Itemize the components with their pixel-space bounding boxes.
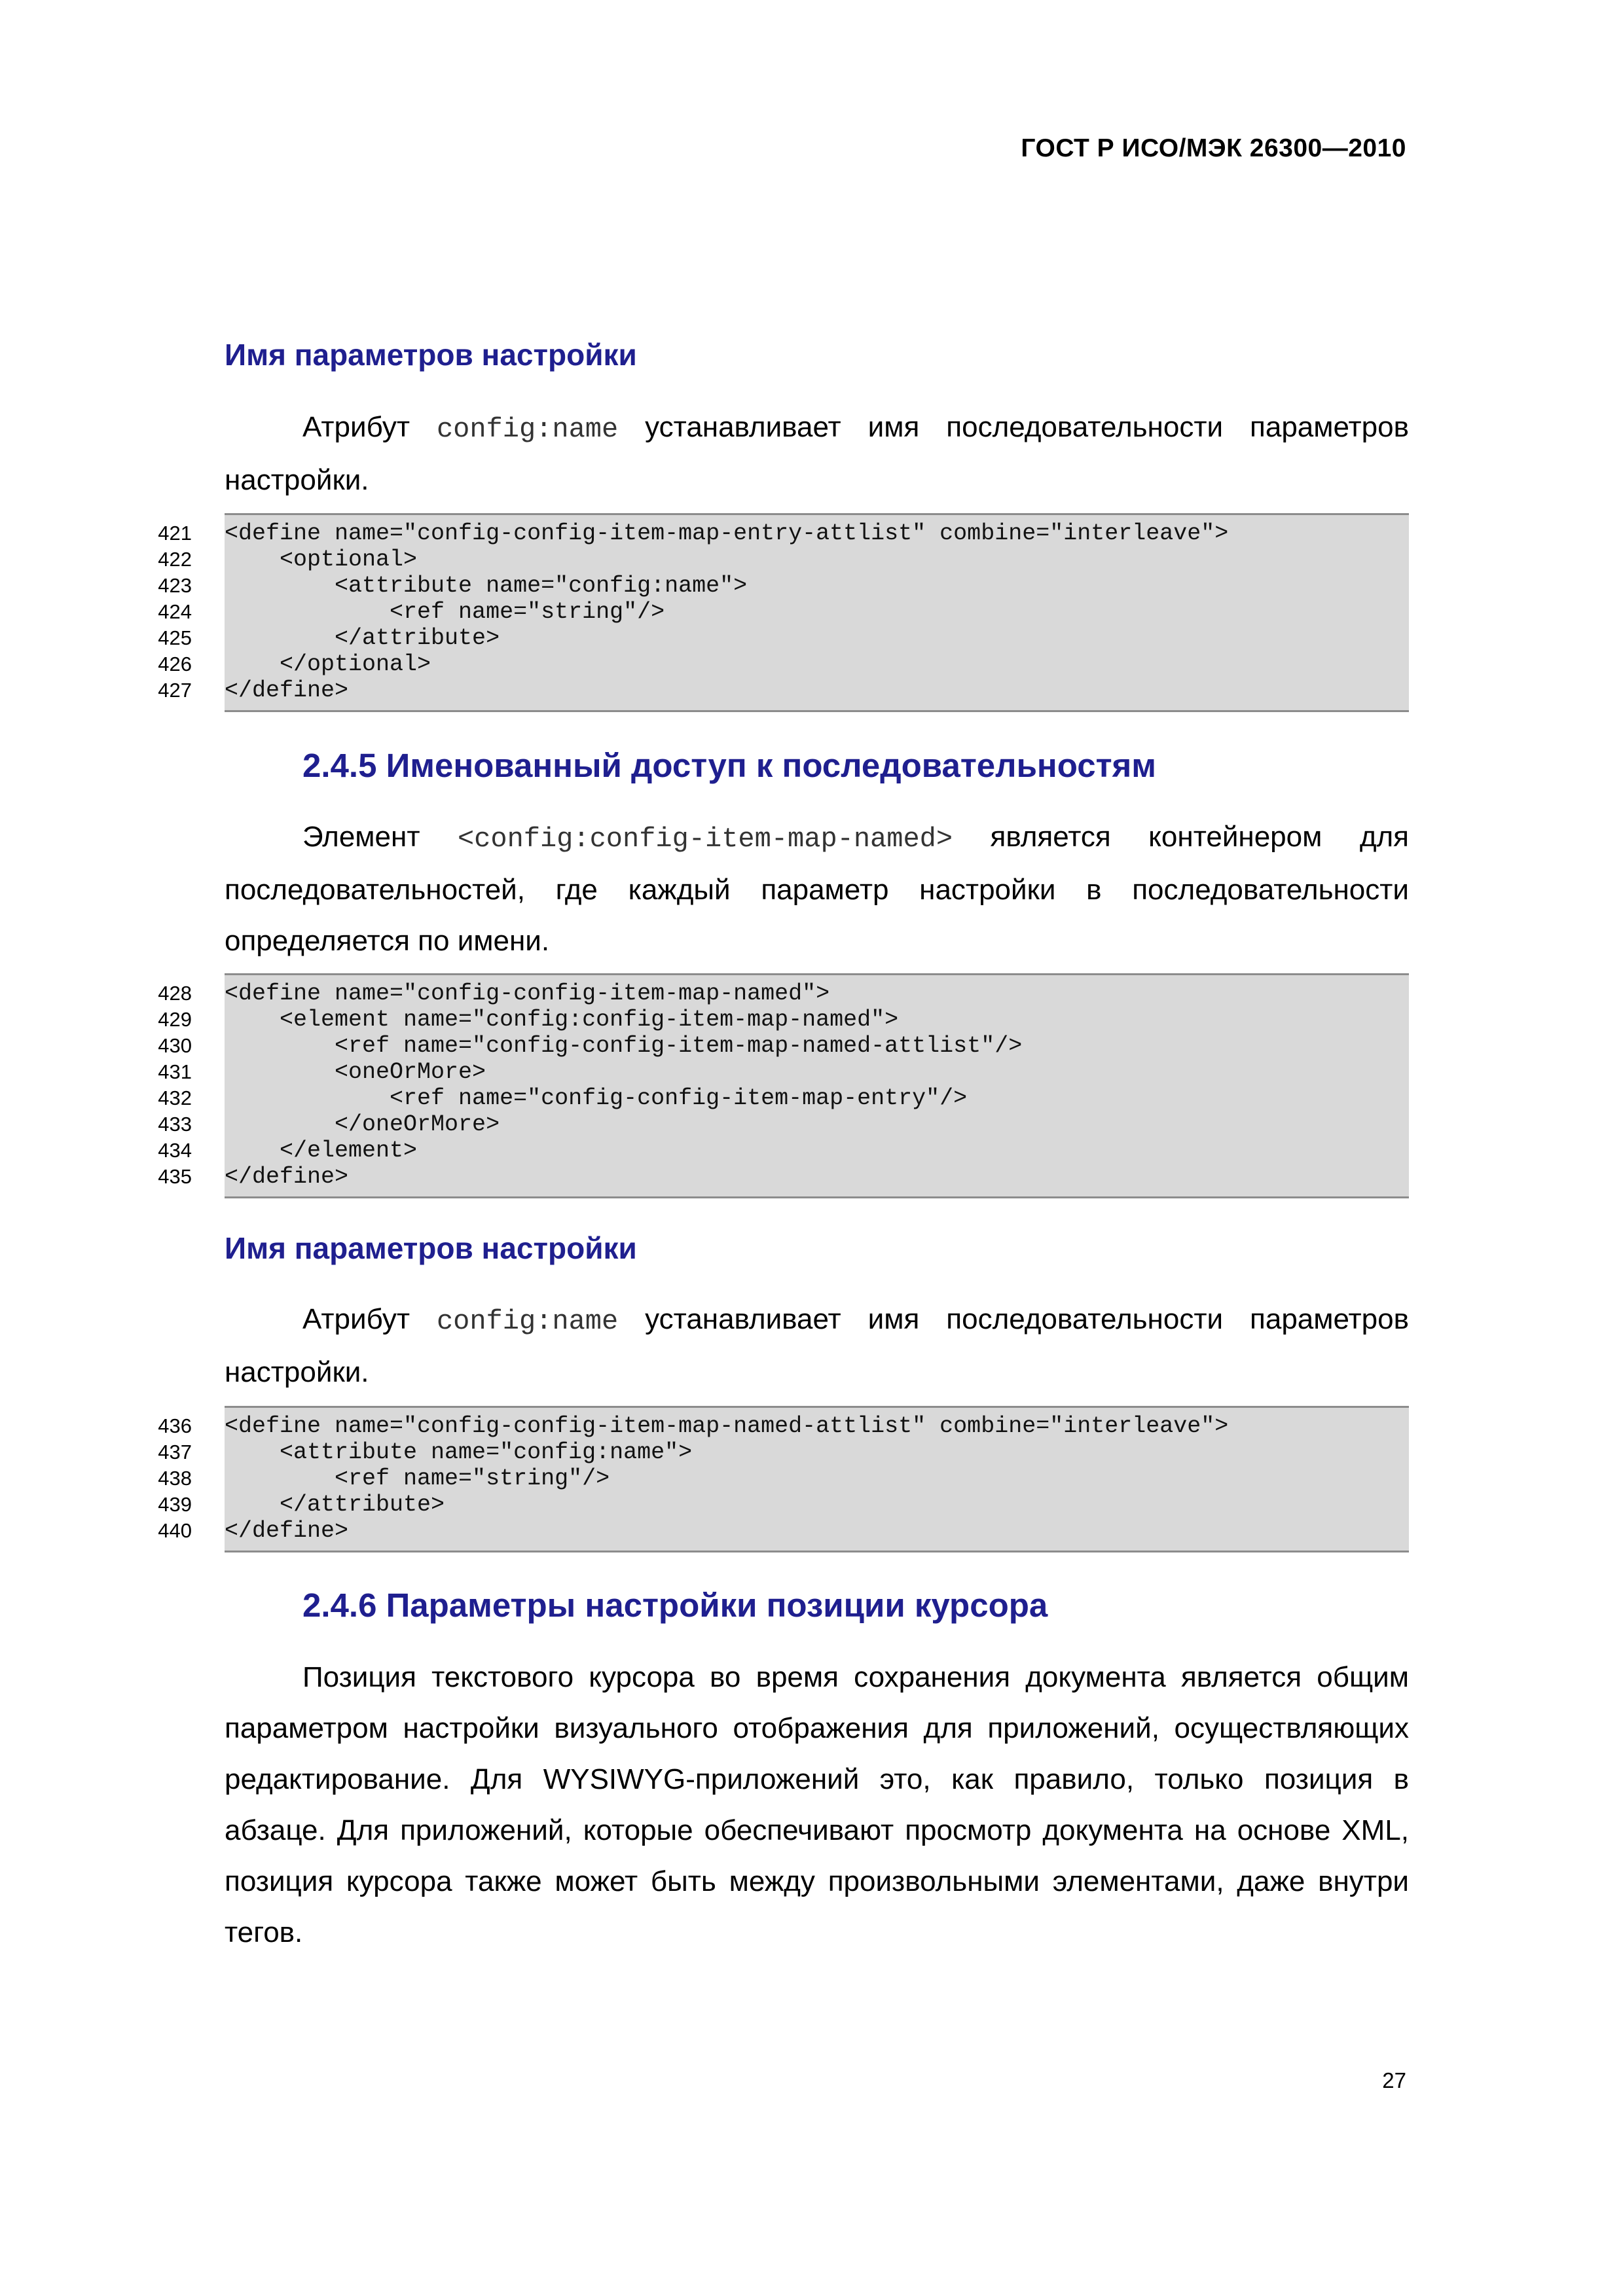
code-line <box>158 1059 1409 1085</box>
line-number: 440 <box>158 1519 192 1542</box>
document-header: ГОСТ Р ИСО/МЭК 26300—2010 <box>1021 134 1406 162</box>
code-line <box>158 547 1409 573</box>
line-number: 424 <box>158 600 192 623</box>
code-text: <ref name="string"/> <box>225 1465 610 1492</box>
code-line <box>158 520 1409 547</box>
paragraph: Позиция текстового курсора во время сохранения документа является общим параметром настройки визуального отображения для приложений, осуществляющих редактирование. Для WYSIWYG-приложений это, как правило, только позиция в абзаце. Для приложений, которые обеспечивают просмотр документа на основе XML, позиция курсора также может быть между произвольными элементами, даже внутри тегов. <box>225 1661 1409 1948</box>
code-text: <ref name="config-config-item-map-named-attlist"/> <box>225 1033 1023 1059</box>
code-line <box>158 1439 1409 1465</box>
line-number: 432 <box>158 1086 192 1109</box>
code-text: </optional> <box>225 651 431 677</box>
line-number: 439 <box>158 1493 192 1516</box>
line-number: 437 <box>158 1441 192 1463</box>
section-heading: Имя параметров настройки <box>225 338 637 372</box>
line-number: 429 <box>158 1008 192 1031</box>
inline-code: <config:config-item-map-named> <box>457 823 953 855</box>
code-text: </attribute> <box>225 1492 445 1518</box>
inline-code: config:name <box>436 1306 619 1337</box>
code-text: <attribute name="config:name"> <box>225 573 748 599</box>
paragraph: Атрибут config:name устанавливает имя последовательности параметров настройки. <box>225 411 1409 496</box>
code-text: </define> <box>225 1164 349 1190</box>
code-line <box>158 1492 1409 1518</box>
line-number: 425 <box>158 626 192 649</box>
section-heading: 2.4.5 Именованный доступ к последовательностям <box>302 747 1157 784</box>
code-line <box>158 1138 1409 1164</box>
line-number: 421 <box>158 522 192 545</box>
code-line <box>158 1007 1409 1033</box>
line-number: 430 <box>158 1034 192 1057</box>
line-number: 435 <box>158 1165 192 1188</box>
line-number: 428 <box>158 982 192 1005</box>
code-text: <define name="config-config-item-map-named-attlist" combine="interleave"> <box>225 1413 1229 1439</box>
code-text: <ref name="string"/> <box>225 599 665 625</box>
code-line <box>158 625 1409 651</box>
paragraph: Атрибут config:name устанавливает имя последовательности параметров настройки. <box>225 1303 1409 1388</box>
code-line <box>158 1033 1409 1059</box>
code-text: <define name="config-config-item-map-named"> <box>225 980 830 1007</box>
line-number: 431 <box>158 1060 192 1083</box>
line-number: 423 <box>158 574 192 597</box>
code-line <box>158 1111 1409 1138</box>
line-number: 422 <box>158 548 192 571</box>
code-text: <optional> <box>225 547 418 573</box>
code-text: <attribute name="config:name"> <box>225 1439 693 1465</box>
code-line <box>158 651 1409 677</box>
section-heading: Имя параметров настройки <box>225 1231 637 1265</box>
code-text: </attribute> <box>225 625 500 651</box>
code-text: <oneOrMore> <box>225 1059 486 1085</box>
code-text: </element> <box>225 1138 418 1164</box>
code-line <box>158 599 1409 625</box>
line-number: 436 <box>158 1414 192 1437</box>
code-line <box>158 1413 1409 1439</box>
code-line <box>158 1164 1409 1190</box>
code-line <box>158 677 1409 704</box>
code-line <box>158 1465 1409 1492</box>
code-line <box>158 980 1409 1007</box>
inline-code: config:name <box>436 414 619 445</box>
code-text: <ref name="config-config-item-map-entry"/> <box>225 1085 968 1111</box>
code-line <box>158 1085 1409 1111</box>
code-block <box>158 1406 1409 1552</box>
line-number: 438 <box>158 1467 192 1490</box>
page-number: 27 <box>1382 2068 1406 2092</box>
code-text: <define name="config-config-item-map-entry-attlist" combine="interleave"> <box>225 520 1229 547</box>
code-text: </define> <box>225 677 349 704</box>
code-text: </define> <box>225 1518 349 1544</box>
line-number: 434 <box>158 1139 192 1162</box>
code-line <box>158 1518 1409 1544</box>
paragraph: Элемент <config:config-item-map-named> является контейнером для последовательностей, где каждый параметр настройки в последовательности определяется по имени. <box>225 821 1409 957</box>
code-line <box>158 573 1409 599</box>
code-block <box>158 973 1409 1198</box>
section-heading: 2.4.6 Параметры настройки позиции курсора <box>302 1587 1048 1624</box>
line-number: 426 <box>158 653 192 675</box>
code-text: </oneOrMore> <box>225 1111 500 1138</box>
line-number: 433 <box>158 1113 192 1136</box>
code-text: <element name="config:config-item-map-named"> <box>225 1007 899 1033</box>
line-number: 427 <box>158 679 192 702</box>
code-block <box>158 513 1409 712</box>
